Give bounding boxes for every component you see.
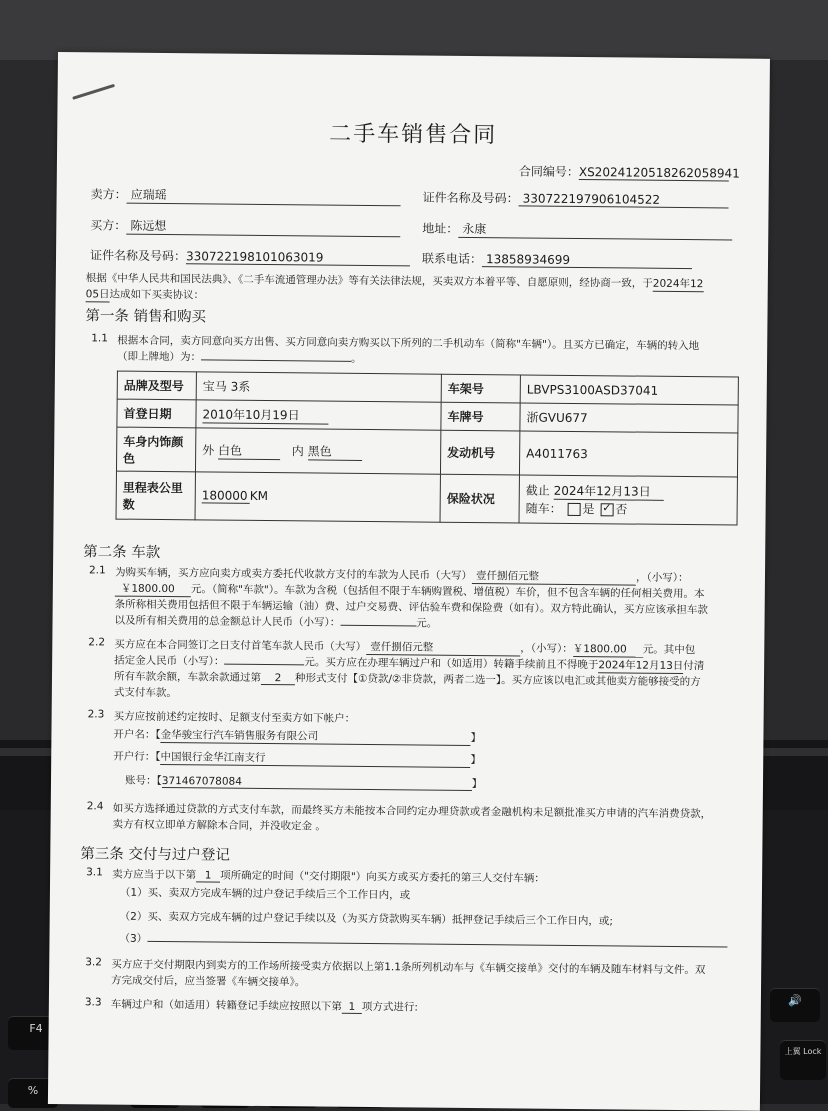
brand-value: 宝马 3系 [196, 372, 441, 402]
clause-2-3-line1: 买方应按前述约定按时、足额支付至卖方如下帐户： [113, 710, 356, 725]
option-1: （1）买、卖双方完成车辆的过户登记手续后三个工作日内，或 [119, 886, 411, 902]
background-wall [0, 0, 828, 60]
account-name-row: 开户名：【金华骏宝行汽车销售服务有限公司 】 [113, 728, 482, 745]
clause-number: 3.3 [84, 996, 102, 1009]
plate-value: 浙GVU677 [520, 403, 738, 433]
key-volume: 🔊 [770, 988, 820, 1022]
plate-label: 车牌号 [441, 402, 520, 431]
clause-number: 1.1 [91, 332, 109, 345]
clause-2-2-line4: 式支付车款。 [113, 686, 177, 700]
account-number-row: 账号：【371467078084 】 [124, 774, 483, 791]
clause-2-1-line2: ￥1800.00 元。（简称"车款"）。车款为含税（包括但不限于车辆购置税、增值税）车价，但不包含车辆的任何相关费用。本 [115, 581, 705, 603]
contract-paper [48, 52, 770, 1111]
brand-label: 品牌及型号 [117, 371, 196, 400]
clause-number: 3.1 [86, 866, 103, 879]
clause-2-2-line1: 买方应在本合同签订之日支付首笔车款人民币（大写） 壹仟捌佰元整 ，（小写）：￥1800.00 元。其中包 [114, 638, 696, 657]
clause-number: 2.4 [86, 800, 104, 813]
contract-number: 合同编号：XS2024120518262058941 [518, 164, 740, 181]
buyer-address: 地址： 永康 [422, 220, 732, 241]
intro-line1: 根据《中华人民共和国民法典》、《二手车流通管理办法》等有关法律法规，买卖双方本着平等、自愿原则，经协商一致，于2024年12 [85, 272, 704, 291]
section-1-heading: 第一条 销售和购买 [85, 308, 207, 326]
engine-value: A4011763 [519, 431, 737, 477]
seller-id: 证件名称及号码： 330722197906104522 [423, 189, 729, 209]
clause-2-1-line1: 为购买车辆，买方应向卖方或卖方委托代收款方支付的车款为人民币（大写） 壹仟捌佰元整 ，（小写）： [114, 566, 689, 585]
clause-number: 3.2 [85, 956, 103, 969]
key-lock: 上翼 Lock [780, 1040, 826, 1080]
clause-2-1-line4: 以及所有相关费用的总金额总计人民币（小写）： 元。 [114, 614, 438, 630]
buyer-phone: 联系电话： 13858934699 [422, 250, 692, 270]
clause-3-2-line1: 买方应于交付期限内到卖方的工作场所接受卖方依据以上第1.1条所列机动车与《车辆交接单》交付的车辆及随车材料与文件。双 [111, 958, 706, 977]
vehicle-table [116, 371, 739, 526]
clause-2-2-line2: 括定金人民币（小写）： 元。买方应在办理车辆过户和（如适用）转籍手续前且不得晚于2024年12月13日付清 [114, 654, 705, 673]
bank-row: 开户行：【中国银行金华江南支行 】 [113, 750, 482, 767]
clause-3-2-line2: 方完成交付后，应当签署《车辆交接单》。 [111, 974, 306, 989]
buyer-id: 证件名称及号码：330722198101063019 [90, 246, 410, 266]
insurance-label: 保险状况 [440, 474, 519, 523]
section-3-heading: 第三条 交付与过户登记 [80, 846, 230, 864]
clause-2-4-line2: 卖方有权立即单方解除本合同，并没收定金 。 [112, 818, 326, 833]
clause-number: 2.3 [87, 708, 105, 721]
reg-date-label: 首登日期 [117, 399, 196, 428]
checkbox-yes [567, 503, 580, 516]
vin-label: 车架号 [441, 374, 520, 403]
color-label: 车身内饰颜色 [116, 427, 195, 472]
key-percent: % [8, 1078, 58, 1108]
clause-number: 2.2 [88, 636, 106, 649]
clause-3-3-line1: 车辆过户和（如适用）转籍登记手续应按照以下第 1 项方式进行: [110, 998, 418, 1014]
clause-number: 2.1 [88, 564, 106, 577]
clause-2-2-line3: 所有车款余额，车款余款通过第 2 种形式支付【①贷款/②非贷款，两者二选一】。买方应该以电汇或其他卖方能够接受的方 [113, 670, 701, 689]
seller-row: 卖方： 应瑞瑶 [91, 185, 401, 206]
mileage-value: 180000 KM [195, 472, 440, 522]
key-f4: F4 [8, 1016, 64, 1050]
clause-3-1-line1: 卖方应当于以下第 1 项所确定的时间（"交付期限"）向买方或买方委托的第三人交付车辆： [112, 868, 545, 885]
clause-1-1-line2: （即上牌地）为： 。 [117, 350, 362, 365]
insurance-value: 截止 2024年12月13日 随车： 是 ✓ 否 [519, 475, 737, 525]
clause-2-1-line3: 条所称相关费用包括但不限于车辆运输（油）费、过户交易费、评估验车费和保险费（如有）。双方特此确认，买方应该承担车款 [114, 598, 708, 617]
reg-date-value: 2010年10月19日 [196, 400, 441, 430]
intro-line2: 05日达成如下买卖协议： [85, 288, 205, 302]
color-value: 外 白色 内 黑色 [195, 428, 440, 474]
contract-title: 二手车销售合同 [329, 121, 498, 149]
clause-2-4-line1: 如买方选择通过贷款的方式支付车款，而最终买方未能按本合同约定办理贷款或者金融机构未足额批准买方申请的汽车消费贷款， [112, 802, 712, 821]
vin-value: LBVPS3100ASD37041 [520, 375, 738, 405]
section-2-heading: 第二条 车款 [83, 544, 161, 562]
buyer-row: 买方： 陈远想 [90, 216, 400, 237]
checkbox-no [600, 503, 613, 516]
option-3: （3） [119, 931, 727, 952]
engine-label: 发动机号 [440, 430, 519, 475]
mileage-label: 里程表公里数 [116, 471, 195, 520]
clause-1-1-line1: 根据本合同，卖方同意向买方出售、买方同意向卖方购买以下所列的二手机动车（简称"车辆"）。且买方已确定，车辆的转入地 [117, 334, 700, 353]
pen-mark [72, 84, 115, 100]
option-2: （2）买、卖双方完成车辆的过户登记手续以及（为买方贷款购买车辆）抵押登记手续后三个工作日内，或; [119, 910, 613, 928]
